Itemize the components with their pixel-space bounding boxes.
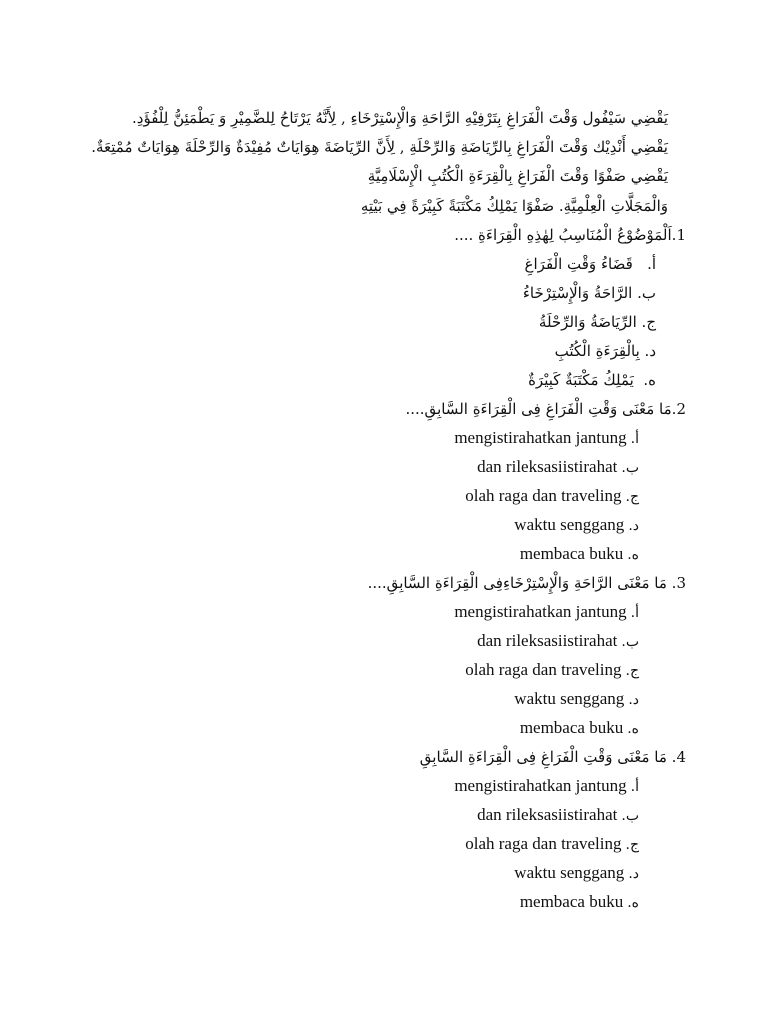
question-number: 4. [671, 748, 686, 766]
option-text: membaca buku [519, 718, 624, 737]
option-text: membaca buku [519, 892, 624, 911]
option-text: membaca buku [519, 544, 624, 563]
question-2-option-b[interactable] [477, 456, 639, 479]
question-3 [368, 572, 686, 594]
option-label: .ه [627, 721, 639, 737]
option-label: .أ [630, 779, 639, 795]
passage-line-1: يَقْضِي سَيْفُول وَقْتَ الْفَرَاغِ بِتَرْفِيْهِ الرَّاحَةِ وَالْإِسْتِرْخَاءِ , لِأَنَّهُ يَرْتَاحُ لِلضَّمِيْرِ وَ يَطْمَئِنُّ لِلْفُؤَدِ. [132, 109, 668, 127]
option-text: olah raga dan traveling [465, 660, 622, 679]
question-4-option-d[interactable] [514, 862, 639, 885]
question-4-option-b[interactable] [477, 804, 639, 827]
option-text: يَمْلِكُ مَكْتَبَةٌ كَبِيْرَةٌ [528, 371, 634, 389]
question-2-option-e[interactable] [520, 543, 639, 566]
option-label: .ج [625, 663, 639, 679]
question-1-option-a[interactable] [525, 253, 656, 275]
question-3-option-b[interactable] [477, 630, 639, 653]
option-label: .ب [621, 460, 639, 476]
option-label: .ه [627, 895, 639, 911]
option-text: dan rileksasiistirahat [477, 631, 618, 650]
option-text: waktu senggang [514, 515, 625, 534]
question-2-option-d[interactable] [514, 514, 639, 537]
question-1-option-d[interactable] [555, 340, 656, 362]
question-2-option-c[interactable] [465, 485, 639, 508]
option-text: olah raga dan traveling [465, 834, 622, 853]
option-label: .د [628, 518, 639, 534]
question-1-option-b[interactable] [523, 282, 656, 304]
option-label: .ب [621, 808, 639, 824]
option-text: قَضَاءُ وَقْتِ الْفَرَاغِ [524, 255, 633, 273]
option-label: .ه [627, 547, 639, 563]
option-label: ج. [641, 313, 656, 331]
option-text: waktu senggang [514, 863, 625, 882]
option-label: .أ [630, 431, 639, 447]
option-text: dan rileksasiistirahat [477, 457, 618, 476]
question-4 [420, 746, 686, 768]
option-label: .ب [621, 634, 639, 650]
question-text: مَا مَعْنَى وَقْتِ الْفَرَاغِ فِى الْقِرَاءَةِ السَّابِقِ.... [405, 400, 672, 418]
passage-line-2: يَقْضِي أَنْدِيْك وَقْتَ الْفَرَاغِ بِالرِّيَاضَةِ وَالرِّحْلَةِ , لِأَنَّ الرِّيَاضَةَ هِوَايَاتٌ مُفِيْدَةٌ وَالرِّحْلَةَ هِوَايَاتٌ مُمْتِعَةٌ. [91, 138, 668, 156]
option-label: ب. [637, 284, 656, 302]
passage-line-4: وَالْمَجَلَّاتِ الْعِلْمِيَّةِ. صَفْوًا يَمْلِكُ مَكْتَبَةً كَبِيْرَةً فِي بَيْتِهِ [360, 197, 668, 215]
option-text: الرَّاحَةُ وَالْإِسْتِرْخَاءُ [522, 284, 633, 302]
option-label: .ج [625, 489, 639, 505]
option-label: .ج [625, 837, 639, 853]
question-text: اَلْمَوْضُوْعُ الْمُنَاسِبُ لِهٰذِهِ الْقِرَاءَةِ .... [454, 226, 672, 244]
option-text: dan rileksasiistirahat [477, 805, 618, 824]
question-3-option-a[interactable] [454, 601, 639, 624]
question-4-option-e[interactable] [520, 891, 639, 914]
question-1 [454, 224, 686, 246]
option-label: .أ [630, 605, 639, 621]
option-text: waktu senggang [514, 689, 625, 708]
question-number: 3. [671, 574, 686, 592]
question-3-option-c[interactable] [465, 659, 639, 682]
option-label: د. [644, 342, 656, 360]
option-label: أ. [647, 255, 656, 273]
option-label: .د [628, 692, 639, 708]
question-3-option-d[interactable] [514, 688, 639, 711]
question-1-option-c[interactable] [539, 311, 656, 333]
question-1-option-e[interactable] [528, 369, 656, 391]
option-text: بِالْقِرَءَةِ الْكُتُبِ [554, 342, 640, 360]
option-text: mengistirahatkan jantung [454, 776, 627, 795]
question-text: مَا مَعْنَى وَقْتِ الْفَرَاغِ فِى الْقِرَاءَةِ السَّابِقِ [419, 748, 667, 766]
question-text: مَا مَعْنَى الرَّاحَةِ وَالْإِسْتِرْخَاءِفِى الْقِرَاءَةِ السَّابِقِ.... [367, 574, 667, 592]
option-text: الرِّيَاضَةُ وَالرِّحْلَةُ [538, 313, 637, 331]
question-number: 2. [671, 400, 686, 418]
question-2 [405, 398, 686, 420]
passage-line-3: يَقْضِي صَفْوًا وَقْتَ الْفَرَاغِ بِالْقِرَءَةِ الْكُتُبِ الْإِسْلَامِيَّةِ [367, 167, 668, 185]
question-3-option-e[interactable] [520, 717, 639, 740]
question-2-option-a[interactable] [454, 427, 639, 450]
option-label: .د [628, 866, 639, 882]
question-4-option-c[interactable] [465, 833, 639, 856]
option-text: mengistirahatkan jantung [454, 602, 627, 621]
question-4-option-a[interactable] [454, 775, 639, 798]
option-label: ه. [643, 371, 656, 389]
option-text: olah raga dan traveling [465, 486, 622, 505]
question-number: 1. [671, 226, 686, 244]
option-text: mengistirahatkan jantung [454, 428, 627, 447]
